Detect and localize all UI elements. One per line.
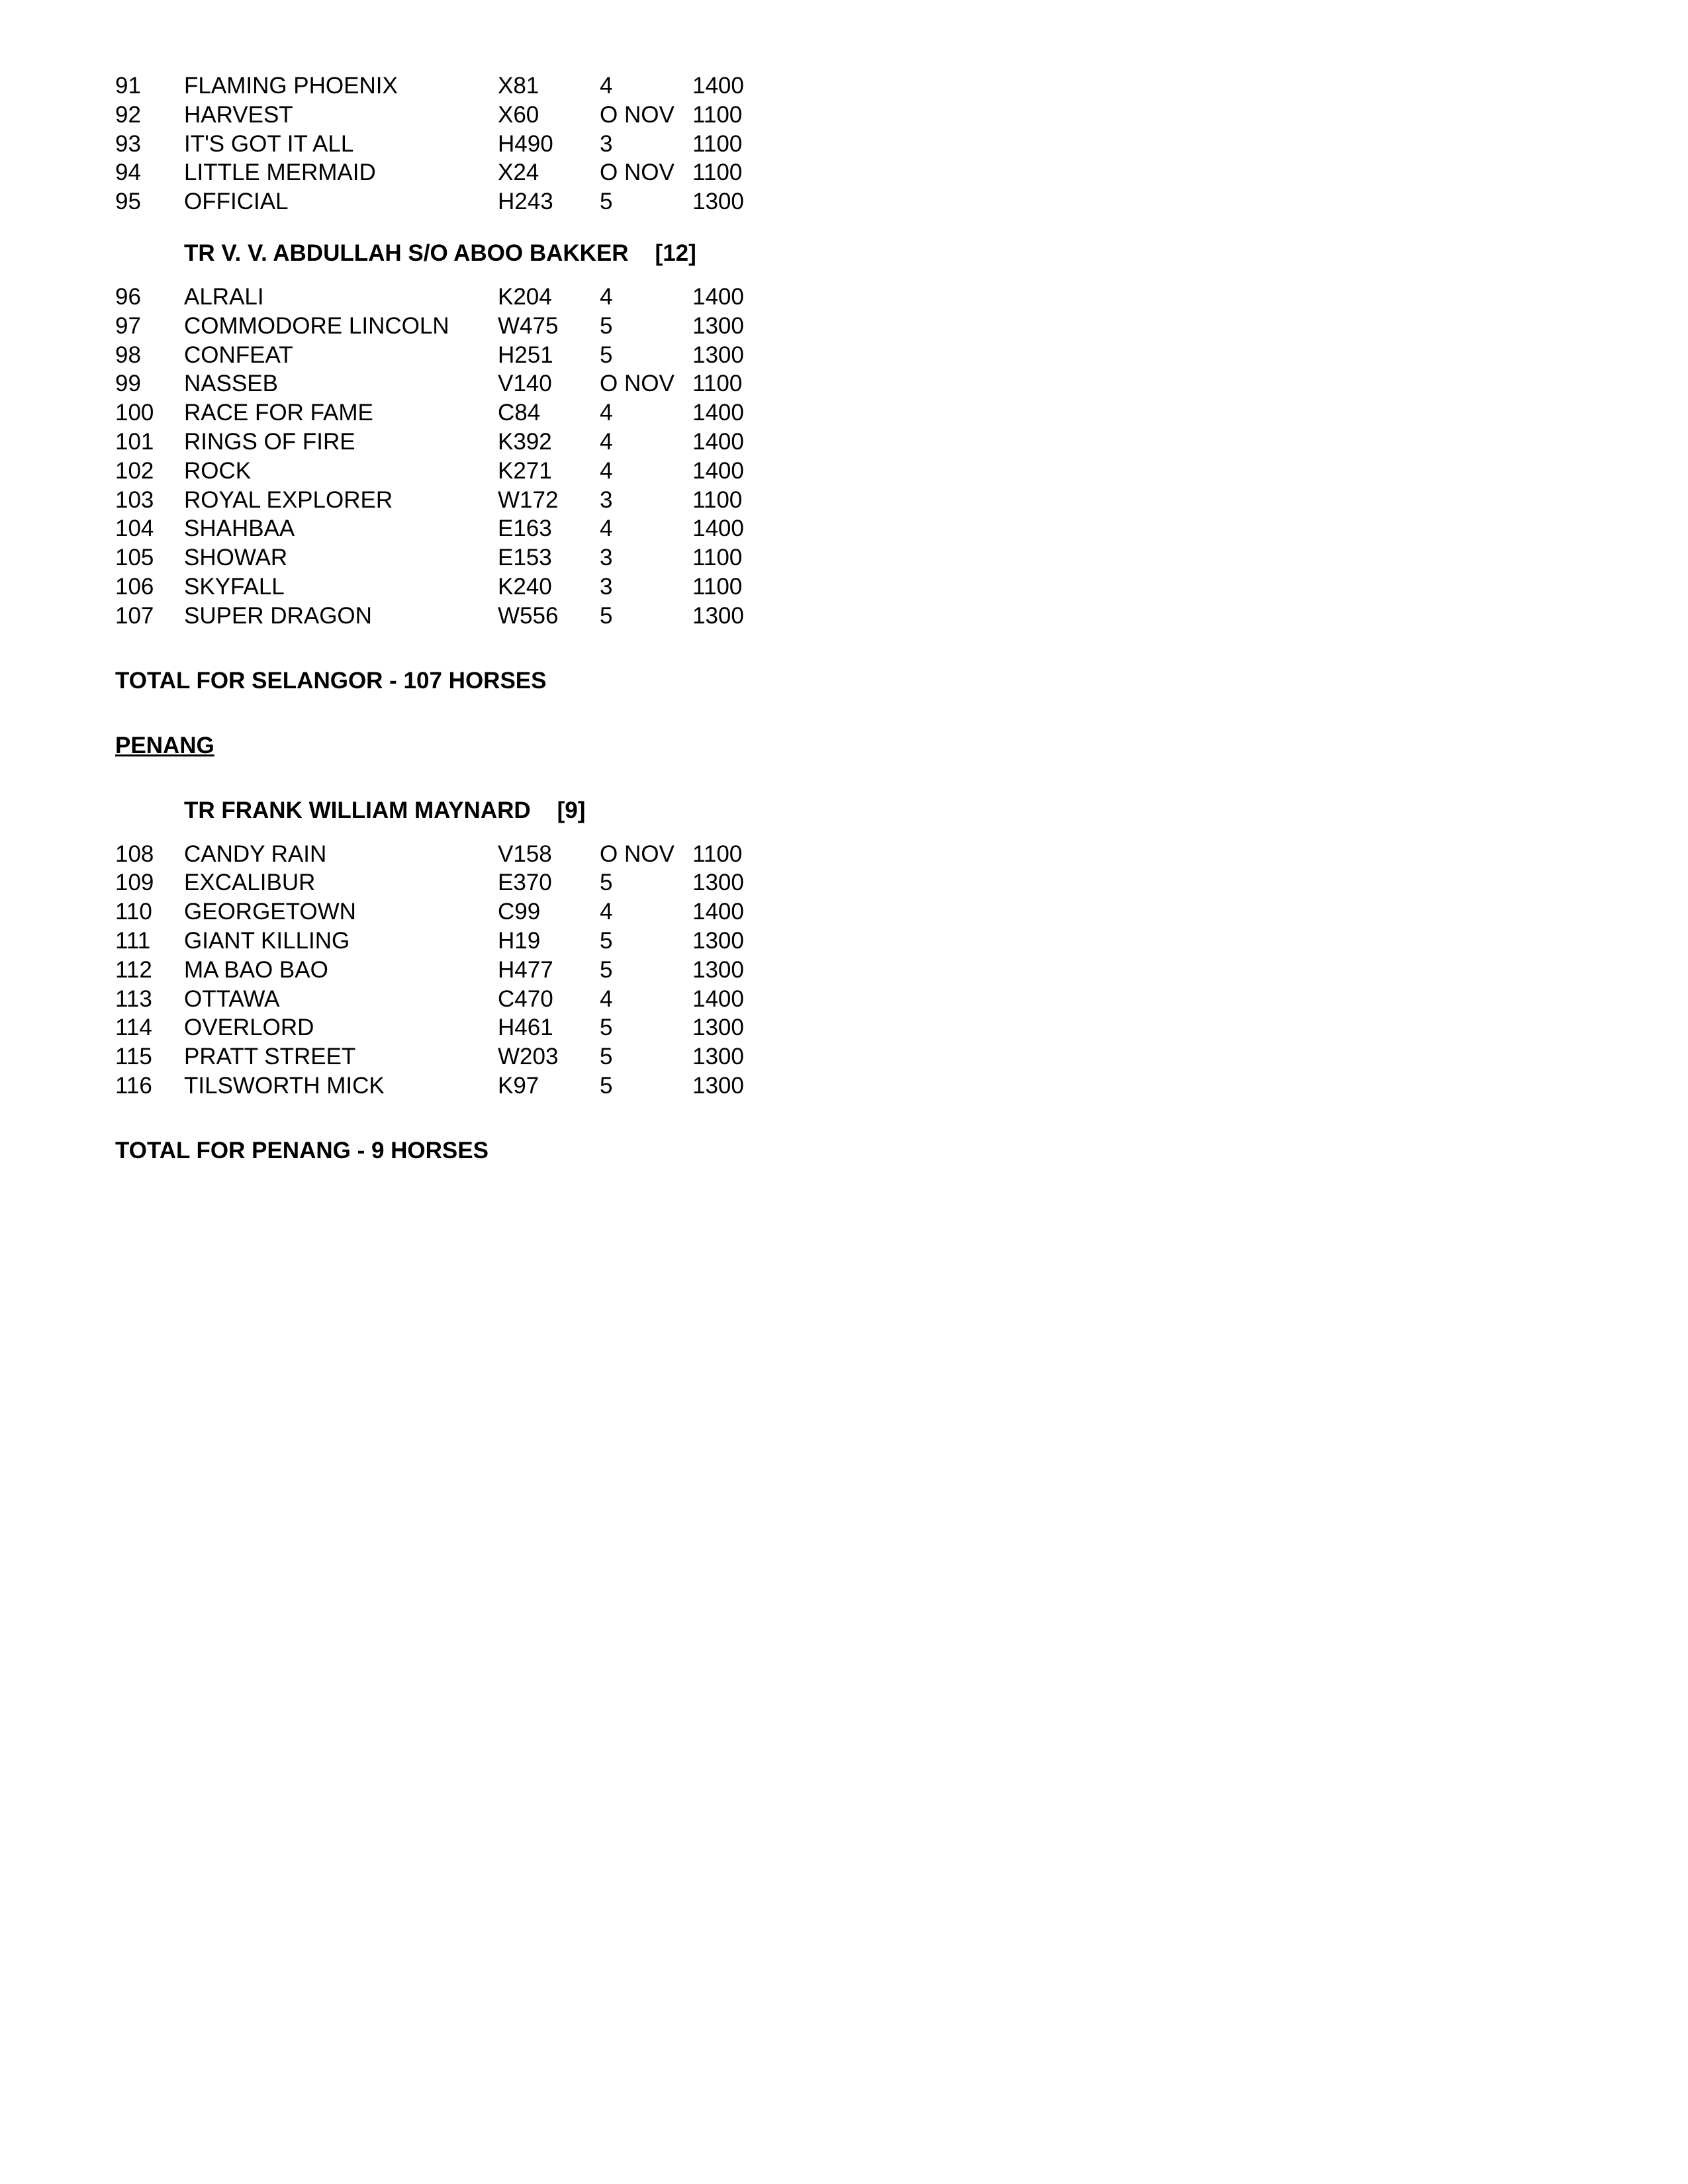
horse-code: W556 (498, 602, 559, 629)
horse-class: 4 (600, 899, 613, 925)
horse-class: 5 (600, 189, 613, 215)
horse-class: O NOV (600, 159, 675, 186)
horse-rating: 1400 (692, 428, 744, 455)
horse-class: 5 (600, 1015, 613, 1041)
horse-number: 114 (115, 1015, 152, 1041)
horse-name: LITTLE MERMAID (184, 159, 376, 186)
horse-class: 4 (600, 516, 613, 542)
horse-rating: 1300 (692, 1072, 744, 1099)
horse-rating: 1300 (692, 1044, 744, 1070)
horse-code: C470 (498, 985, 553, 1012)
horse-code: W475 (498, 312, 559, 339)
trainer-horse-count: [12] (655, 240, 696, 266)
horse-class: 5 (600, 927, 613, 954)
horse-name: EXCALIBUR (184, 870, 316, 896)
horse-number: 108 (115, 841, 154, 867)
horse-class: O NOV (600, 841, 675, 867)
horse-class: O NOV (600, 101, 675, 128)
horse-list-document (115, 71, 910, 1165)
horse-number: 93 (115, 130, 141, 157)
horse-row (115, 130, 910, 159)
horse-name: OTTAWA (184, 985, 280, 1012)
horse-row (115, 369, 910, 398)
horse-name: PRATT STREET (184, 1044, 356, 1070)
horse-row (115, 312, 910, 341)
horse-row (115, 927, 910, 956)
horse-code: X60 (498, 101, 539, 128)
horse-rating: 1100 (692, 130, 743, 157)
horse-code: H19 (498, 927, 541, 954)
horse-number: 97 (115, 312, 141, 339)
horse-name: OFFICIAL (184, 189, 289, 215)
horse-name: TILSWORTH MICK (184, 1072, 385, 1099)
horse-rating: 1100 (692, 573, 743, 600)
horse-number: 98 (115, 341, 141, 368)
horse-rating: 1400 (692, 73, 744, 99)
horse-code: V140 (498, 371, 552, 397)
horse-class: O NOV (600, 371, 675, 397)
horse-number: 112 (115, 956, 152, 983)
horse-number: 94 (115, 159, 141, 186)
horse-number: 116 (115, 1072, 152, 1099)
horse-name: RINGS OF FIRE (184, 428, 355, 455)
horse-rating: 1100 (692, 371, 743, 397)
trainer-horse-count: [9] (557, 797, 586, 823)
horse-name: CONFEAT (184, 341, 293, 368)
horse-name: CANDY RAIN (184, 841, 327, 867)
horse-number: 111 (115, 927, 151, 954)
horse-class: 4 (600, 283, 613, 310)
horse-rating: 1400 (692, 283, 744, 310)
horse-name: MA BAO BAO (184, 956, 328, 983)
horse-row (115, 101, 910, 130)
horse-class: 3 (600, 545, 613, 571)
horse-code: E153 (498, 545, 552, 571)
horse-name: ROYAL EXPLORER (184, 486, 393, 513)
horse-name: COMMODORE LINCOLN (184, 312, 449, 339)
horse-code: C84 (498, 400, 541, 426)
horse-name: ALRALI (184, 283, 264, 310)
horse-rating: 1100 (692, 101, 743, 128)
horse-class: 5 (600, 956, 613, 983)
horse-row (115, 868, 910, 897)
horse-class: 5 (600, 312, 613, 339)
horse-rating: 1100 (692, 841, 743, 867)
horse-class: 4 (600, 73, 613, 99)
horse-table-maynard (115, 840, 910, 1101)
horse-rating: 1400 (692, 516, 744, 542)
horse-code: K204 (498, 283, 552, 310)
horse-code: H490 (498, 130, 553, 157)
horse-row (115, 897, 910, 927)
horse-row (115, 572, 910, 602)
horse-row (115, 158, 910, 187)
horse-rating: 1300 (692, 341, 744, 368)
horse-code: H243 (498, 189, 553, 215)
horse-code: E163 (498, 516, 552, 542)
horse-class: 4 (600, 428, 613, 455)
horse-code: H251 (498, 341, 553, 368)
horse-number: 95 (115, 189, 141, 215)
horse-number: 107 (115, 602, 154, 629)
horse-number: 96 (115, 283, 141, 310)
horse-code: X81 (498, 73, 539, 99)
horse-row (115, 514, 910, 543)
horse-rating: 1300 (692, 956, 744, 983)
horse-row (115, 398, 910, 428)
horse-class: 5 (600, 602, 613, 629)
horse-code: K240 (498, 573, 552, 600)
horse-name: HARVEST (184, 101, 293, 128)
trainer-name: TR FRANK WILLIAM MAYNARD (184, 797, 531, 823)
horse-row (115, 71, 910, 101)
horse-class: 4 (600, 457, 613, 484)
horse-class: 4 (600, 400, 613, 426)
region-heading-penang: PENANG (115, 732, 214, 758)
total-selangor: TOTAL FOR SELANGOR - 107 HORSES (115, 667, 547, 694)
horse-row (115, 486, 910, 515)
horse-rating: 1300 (692, 1015, 744, 1041)
horse-rating: 1300 (692, 602, 744, 629)
horse-number: 91 (115, 73, 141, 99)
horse-number: 99 (115, 371, 141, 397)
horse-row (115, 543, 910, 572)
horse-code: K392 (498, 428, 552, 455)
horse-class: 3 (600, 573, 613, 600)
horse-row (115, 457, 910, 486)
horse-table-continued (115, 71, 910, 216)
horse-name: NASSEB (184, 371, 278, 397)
horse-code: H461 (498, 1015, 553, 1041)
horse-row (115, 956, 910, 985)
horse-number: 102 (115, 457, 154, 484)
horse-rating: 1300 (692, 312, 744, 339)
horse-name: SUPER DRAGON (184, 602, 372, 629)
horse-code: V158 (498, 841, 552, 867)
horse-rating: 1400 (692, 400, 744, 426)
horse-class: 3 (600, 486, 613, 513)
horse-code: K97 (498, 1072, 539, 1099)
horse-code: C99 (498, 899, 541, 925)
horse-row (115, 602, 910, 631)
horse-class: 5 (600, 1044, 613, 1070)
horse-class: 5 (600, 341, 613, 368)
horse-code: E370 (498, 870, 552, 896)
horse-number: 103 (115, 486, 154, 513)
horse-number: 104 (115, 516, 154, 542)
horse-number: 101 (115, 428, 154, 455)
horse-rating: 1100 (692, 486, 743, 513)
horse-class: 5 (600, 870, 613, 896)
horse-code: W203 (498, 1044, 559, 1070)
horse-class: 4 (600, 985, 613, 1012)
horse-row (115, 1071, 910, 1101)
horse-name: SHOWAR (184, 545, 288, 571)
horse-row (115, 985, 910, 1014)
horse-row (115, 1013, 910, 1042)
horse-name: SKYFALL (184, 573, 285, 600)
horse-number: 113 (115, 985, 152, 1012)
horse-class: 3 (600, 130, 613, 157)
horse-row (115, 428, 910, 457)
horse-row (115, 840, 910, 869)
horse-number: 110 (115, 899, 152, 925)
horse-row (115, 341, 910, 370)
horse-number: 109 (115, 870, 154, 896)
horse-rating: 1100 (692, 545, 743, 571)
horse-row (115, 283, 910, 312)
horse-name: GIANT KILLING (184, 927, 350, 954)
horse-name: FLAMING PHOENIX (184, 73, 398, 99)
horse-rating: 1400 (692, 985, 744, 1012)
horse-rating: 1300 (692, 927, 744, 954)
horse-name: ROCK (184, 457, 252, 484)
horse-name: OVERLORD (184, 1015, 314, 1041)
horse-name: GEORGETOWN (184, 899, 356, 925)
horse-rating: 1300 (692, 189, 744, 215)
horse-rating: 1300 (692, 870, 744, 896)
horse-code: K271 (498, 457, 552, 484)
horse-number: 115 (115, 1044, 152, 1070)
horse-rating: 1400 (692, 457, 744, 484)
horse-table-abdullah (115, 283, 910, 631)
horse-code: W172 (498, 486, 559, 513)
horse-row (115, 187, 910, 216)
horse-number: 100 (115, 400, 154, 426)
trainer-heading (115, 796, 910, 825)
horse-number: 106 (115, 573, 154, 600)
horse-code: X24 (498, 159, 539, 186)
horse-rating: 1100 (692, 159, 743, 186)
horse-code: H477 (498, 956, 553, 983)
trainer-name: TR V. V. ABDULLAH S/O ABOO BAKKER (184, 240, 629, 266)
horse-name: SHAHBAA (184, 516, 295, 542)
horse-row (115, 1042, 910, 1071)
horse-name: RACE FOR FAME (184, 400, 373, 426)
horse-class: 5 (600, 1072, 613, 1099)
horse-name: IT'S GOT IT ALL (184, 130, 354, 157)
horse-rating: 1400 (692, 899, 744, 925)
total-penang: TOTAL FOR PENANG - 9 HORSES (115, 1137, 489, 1163)
horse-number: 92 (115, 101, 141, 128)
trainer-heading (115, 239, 910, 268)
horse-number: 105 (115, 545, 154, 571)
